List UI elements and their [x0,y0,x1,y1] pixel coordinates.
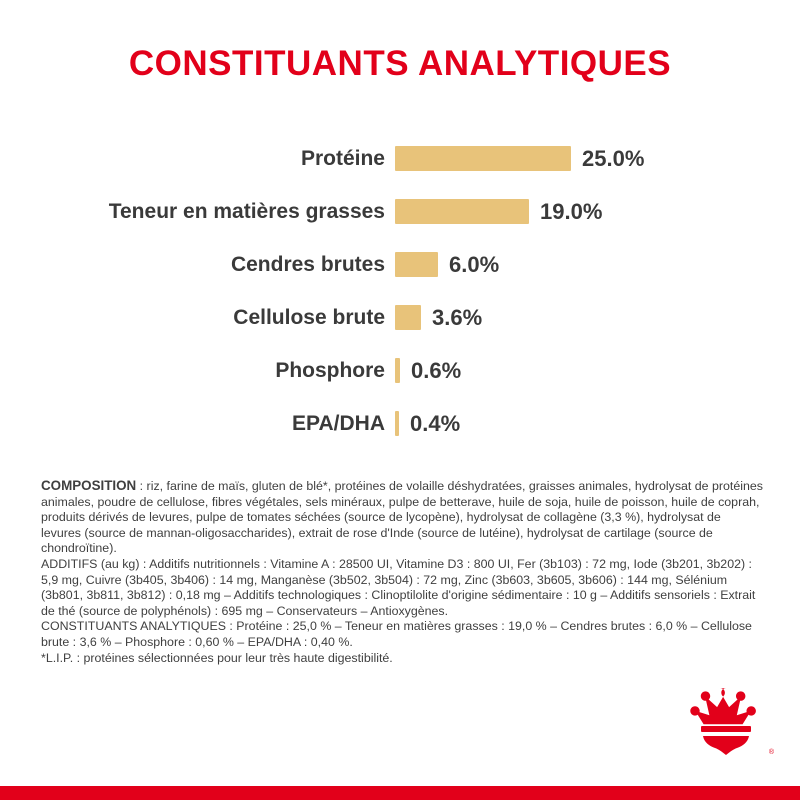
registered-trademark-mark: ® [768,749,774,756]
chart-row [0,185,800,238]
bar-fat [395,199,529,224]
bar-track [395,358,800,384]
composition-text: : riz, farine de maïs, gluten de blé*, protéines de volaille déshydratées, graisses animales, hydrolysat de protéines animales, poudre de cellulose, fibres végétales, sels minéraux, pulpe de betterave, huile de soja, huile de poisson, huile de coprah, produits dérivés de levures, pulpe de tomates séchées (source de lycopène), hydrolysat de collagène (3,3 %), hydrolysat de levures (source de mannan-oligosaccharides), extrait de rose d'Inde (source de lutéine), hydrolysat de cartilage (source de chondroïtine). [41,479,763,556]
chart-row [0,291,800,344]
chart-row [0,344,800,397]
bar-label: Protéine [300,146,385,170]
bar-label: Teneur en matières grasses [108,199,385,223]
bar-label: Cellulose brute [233,305,385,329]
chart-row [0,397,800,450]
chart-row [0,132,800,185]
bar-protein [395,146,571,171]
additives-paragraph: ADDITIFS (au kg) : Additifs nutritionnels : Vitamine A : 28500 UI, Vitamine D3 : 800 UI, Fer (3b103) : 72 mg, Iode (3b201, 3b202) : 5,9 mg, Cuivre (3b405, 3b406) : 14 mg, Manganèse (3b502, 3b504) : 72 mg, Zinc (3b603, 3b605, 3b606) : 144 mg, Sélénium (3b801, 3b811, 3b812) : 0,18 mg – Additifs technologiques : Clinoptilolite d'origine sédimentaire : 10 g – Additifs sensoriels : Extrait de thé (source de polyphénols) : 695 mg – Conservateurs – Antioxygènes. [41,556,756,618]
bar-track [395,199,800,225]
analytical-constituents-paragraph: CONSTITUANTS ANALYTIQUES : Protéine : 25,0 % – Teneur en matières grasses : 19,0 % – Cendres brutes : 6,0 % – Cellulose brute : 3,6 % – Phosphore : 0,60 % – EPA/DHA : 0,40 %. [41,619,752,649]
composition-block [41,478,763,666]
bar-track [395,411,800,437]
bar-epa-dha [395,411,399,436]
bar-value: 3.6% [432,304,483,330]
footnote-paragraph: *L.I.P. : protéines sélectionnées pour leur très haute digestibilité. [41,650,393,665]
bar-value: 19.0% [540,198,603,224]
bar-track [395,305,800,331]
bar-track [395,146,800,172]
bar-value: 25.0% [582,145,645,171]
composition-paragraph [41,478,763,557]
bar-fibre [395,305,421,330]
bottom-accent-bar [0,786,800,800]
bar-label: Phosphore [275,358,385,382]
chart-row [0,238,800,291]
bar-phosphorus [395,358,400,383]
bar-value: 0.6% [411,357,462,383]
bar-track [395,252,800,278]
composition-heading: COMPOSITION [41,478,137,493]
bar-label: Cendres brutes [230,252,385,276]
bar-ash [395,252,438,277]
bar-value: 6.0% [449,251,500,277]
bar-label: EPA/DHA [292,411,385,435]
bar-value: 0.4% [410,410,461,436]
royal-canin-crown-logo [684,684,774,758]
analytical-constituents-chart [0,132,800,450]
page-title: CONSTITUANTS ANALYTIQUES [128,44,672,83]
